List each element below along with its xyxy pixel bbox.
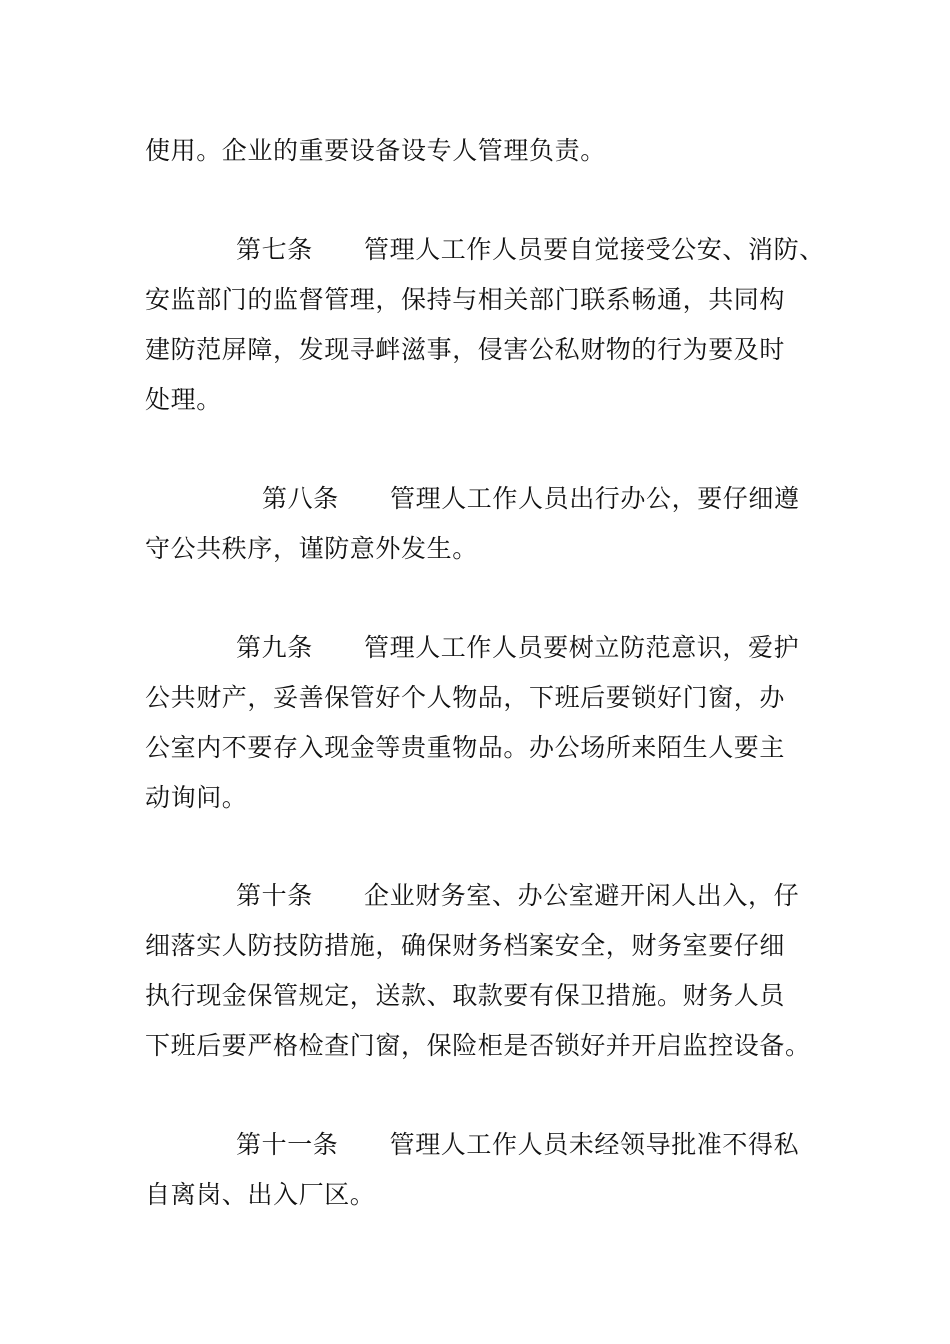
article-8-heading-line: 第八条 管理人工作人员出行办公，要仔细遵 [262,484,800,513]
text-line: 使用。企业的重要设备设专人管理负责。 [145,136,606,165]
text-line: 处理。 [145,385,222,414]
text-line: 动询问。 [145,783,248,812]
article-11-heading-line: 第十一条 管理人工作人员未经领导批准不得私 [236,1130,800,1159]
text-line: 下班后要严格检查门窗，保险柜是否锁好并开启监控设备。 [145,1031,811,1060]
text-line: 执行现金保管规定，送款、取款要有保卫措施。财务人员 [145,981,786,1010]
article-10-heading-line: 第十条 企业财务室、办公室避开闲人出入，仔 [236,881,800,910]
text-line: 公共财产，妥善保管好个人物品，下班后要锁好门窗，办 [145,683,786,712]
text-line: 细落实人防技防措施，确保财务档案安全，财务室要仔细 [145,931,786,960]
text-line: 安监部门的监督管理，保持与相关部门联系畅通，共同构 [145,285,786,314]
text-line: 自离岗、出入厂区。 [145,1180,376,1209]
text-line: 公室内不要存入现金等贵重物品。办公场所来陌生人要主 [145,733,786,762]
article-7-heading-line: 第七条 管理人工作人员要自觉接受公安、消防、 [236,235,825,264]
article-9-heading-line: 第九条 管理人工作人员要树立防范意识，爱护 [236,633,800,662]
text-line: 守公共秩序，谨防意外发生。 [145,534,478,563]
text-line: 建防范屏障，发现寻衅滋事，侵害公私财物的行为要及时 [145,335,786,364]
